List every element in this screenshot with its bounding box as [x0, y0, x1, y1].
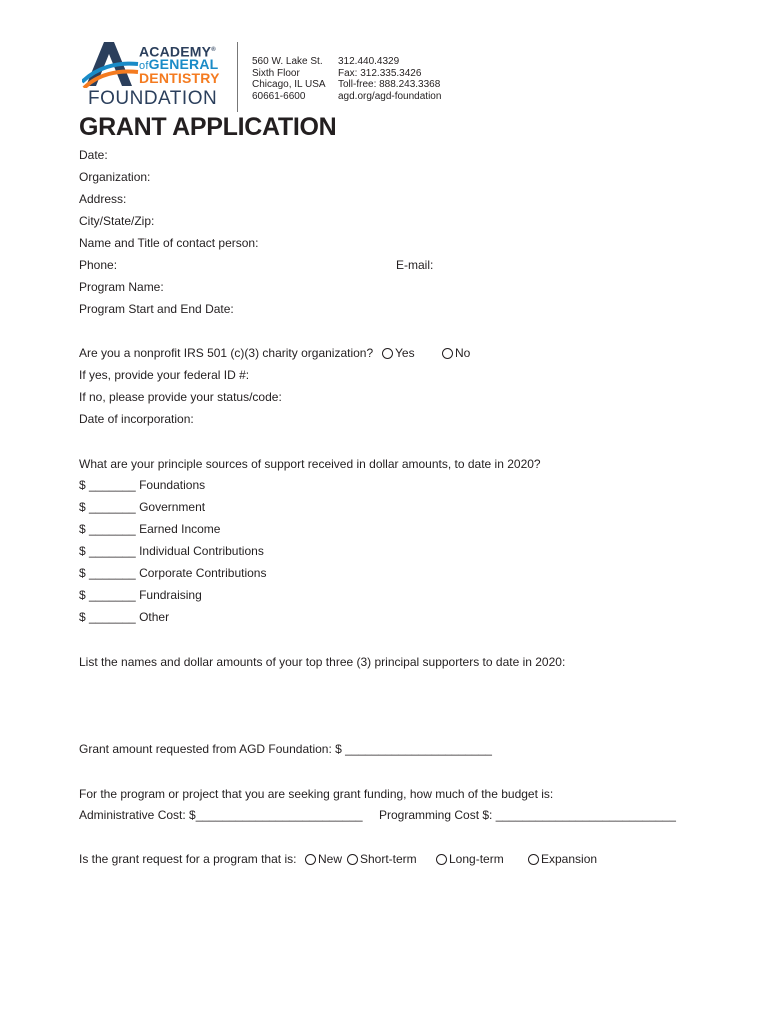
support-item: $ _______ Corporate Contributions — [79, 566, 267, 580]
short-term-label: Short-term — [360, 852, 417, 866]
new-radio[interactable] — [305, 854, 316, 865]
support-item: $ _______ Individual Contributions — [79, 544, 264, 558]
logo-academy: ACADEMY® — [139, 43, 216, 60]
no-radio[interactable] — [442, 348, 453, 359]
header-divider — [237, 42, 238, 112]
logo-general: ofGENERAL — [139, 56, 219, 72]
grant-amount-label: Grant amount requested from AGD Foundation: $ ______________________ — [79, 742, 492, 756]
nonprofit-yes-option[interactable] — [382, 346, 415, 360]
phone-field-label: Phone: — [79, 258, 118, 272]
yes-radio[interactable] — [382, 348, 393, 359]
program-type-long-term[interactable] — [436, 852, 504, 866]
support-item: $ _______ Government — [79, 500, 206, 514]
no-label: No — [455, 346, 471, 360]
program-type-new[interactable] — [305, 852, 342, 866]
yes-label: Yes — [395, 346, 415, 360]
logo-foundation: FOUNDATION — [88, 88, 218, 109]
contact-person-label: Name and Title of contact person: — [79, 236, 259, 250]
support-item: $ _______ Foundations — [79, 478, 206, 492]
long-term-label: Long-term — [449, 852, 504, 866]
mailing-address: 560 W. Lake St. Sixth Floor Chicago, IL USA 60661-6600 — [252, 56, 326, 102]
nonprofit-question: Are you a nonprofit IRS 501 (c)(3) charity organization? — [79, 346, 374, 360]
agd-foundation-logo-mark — [82, 42, 140, 88]
supporters-question: List the names and dollar amounts of your top three (3) principal supporters to date in 2020: — [79, 655, 566, 669]
support-item: $ _______ Other — [79, 610, 170, 624]
program-type-question: Is the grant request for a program that is: — [79, 852, 297, 866]
program-type-expansion[interactable] — [528, 852, 597, 866]
address-field-label: Address: — [79, 192, 127, 206]
programming-cost-label: Programming Cost $: ___________________________ — [379, 808, 676, 822]
support-item: $ _______ Fundraising — [79, 588, 202, 602]
page-title: GRANT APPLICATION — [79, 113, 337, 141]
support-item: $ _______ Earned Income — [79, 522, 221, 536]
program-dates-label: Program Start and End Date: — [79, 302, 234, 316]
long-term-radio[interactable] — [436, 854, 447, 865]
email-field-label: E-mail: — [396, 258, 434, 272]
organization-field-label: Organization: — [79, 170, 151, 184]
administrative-cost-label: Administrative Cost: $_________________________ — [79, 808, 363, 822]
program-name-label: Program Name: — [79, 280, 164, 294]
federal-id-label: If yes, provide your federal ID #: — [79, 368, 250, 382]
incorporation-date-label: Date of incorporation: — [79, 412, 194, 426]
support-question: What are your principle sources of support received in dollar amounts, to date in 2020? — [79, 457, 541, 471]
city-state-zip-label: City/State/Zip: — [79, 214, 155, 228]
budget-question: For the program or project that you are seeking grant funding, how much of the budget is: — [79, 787, 554, 801]
contact-info: 312.440.4329 Fax: 312.335.3426 Toll-free: 888.243.3368 agd.org/agd-foundation — [338, 56, 442, 102]
expansion-label: Expansion — [541, 852, 598, 866]
expansion-radio[interactable] — [528, 854, 539, 865]
nonprofit-no-option[interactable] — [442, 346, 470, 360]
logo-dentistry: DENTISTRY — [139, 70, 220, 86]
short-term-radio[interactable] — [347, 854, 358, 865]
program-type-short-term[interactable] — [347, 852, 417, 866]
status-code-label: If no, please provide your status/code: — [79, 390, 282, 404]
new-label: New — [318, 852, 343, 866]
date-field-label: Date: — [79, 148, 108, 162]
